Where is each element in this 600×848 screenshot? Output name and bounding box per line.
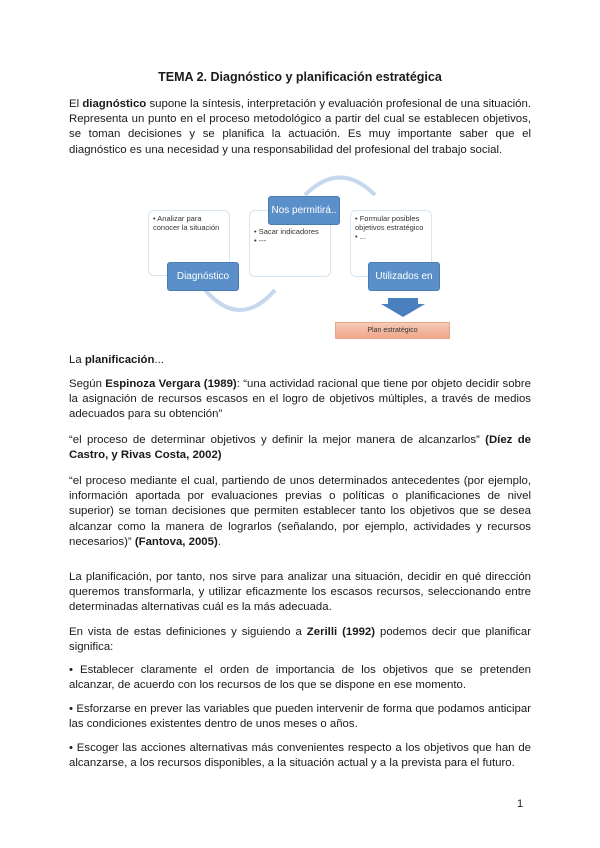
bullet-text: • ---	[254, 236, 267, 245]
definition-1: Según Espinoza Vergara (1989): “una actividad racional que tiene por objeto decidir sobre la asignación de recursos escasos en el logro de objetivos múltiples, a través de medios adecuados para su obtención”	[69, 378, 531, 421]
down-arrow-icon	[381, 298, 425, 317]
intro-paragraph: El diagnóstico supone la síntesis, interpretación y evaluación profesional de una situación. Representa un punto en el proceso metodológico a partir del cual se establecen objetivos, se toman decisiones y se planifica la actuación. Es muy importante saber que el diagnóstico es una necesidad y una responsabilidad del profesional del trabajo social.	[69, 98, 532, 156]
bullet-text: • ...	[355, 232, 366, 241]
page-number: 1	[517, 798, 524, 810]
bullet-item: • Esforzarse en prever las variables que pueden intervenir de forma que podamos anticipar las condiciones existentes dentro de unos meses o años.	[69, 703, 531, 731]
bullet-item: • Escoger las acciones alternativas más convenientes respecto a los objetivos que han de alcanzarse, a los recursos disponibles, a la situación actual y a la prevista para el futuro.	[69, 742, 531, 770]
nos-permitira-label: Nos permitirá..	[268, 196, 340, 225]
bullet-text: • Formular posibles objetivos estratégico	[355, 214, 424, 232]
planificacion-heading: La planificación...	[69, 354, 164, 366]
definition-3: “el proceso mediante el cual, partiendo de unos determinados antecedentes (por ejemplo, información aportada por evaluaciones previas o políticas o planificaciones de nivel superior) se toman decisiones que permiten establecer tanto los objetivos que se desea alcanzar como la manera de lograrlos (señalando, por ejemplo, actividades y recursos necesarios)” (Fantova, 2005).	[69, 475, 531, 548]
utilizados-label: Utilizados en	[368, 262, 440, 291]
definition-2: “el proceso de determinar objetivos y definir la mejor manera de alcanzarlos” (Díez de Castro, y Rivas Costa, 2002)	[69, 434, 532, 462]
bullet-item: • Establecer claramente el orden de importancia de los objetivos que se pretenden alcanzar, de acuerdo con los recursos de los que se dispone en ese momento.	[69, 664, 531, 692]
plan-estrategico-box: Plan estratégico	[335, 322, 450, 339]
bullet-text: • Analizar para conocer la situación	[153, 214, 220, 232]
diagnostico-label: Diagnóstico	[167, 262, 239, 291]
zerilli-paragraph: En vista de estas definiciones y siguiendo a Zerilli (1992) podemos decir que planificar significa:	[69, 626, 531, 654]
page-title: TEMA 2. Diagnóstico y planificación estratégica	[158, 70, 442, 84]
bullet-text: • Sacar indicadores	[254, 227, 319, 236]
summary-paragraph: La planificación, por tanto, nos sirve para analizar una situación, decidir en qué dirección queremos transformarla, y utilizar eficazmente los escasos recursos, seleccionando entre determinadas alternativas cuál es la más adecuada.	[69, 571, 531, 614]
